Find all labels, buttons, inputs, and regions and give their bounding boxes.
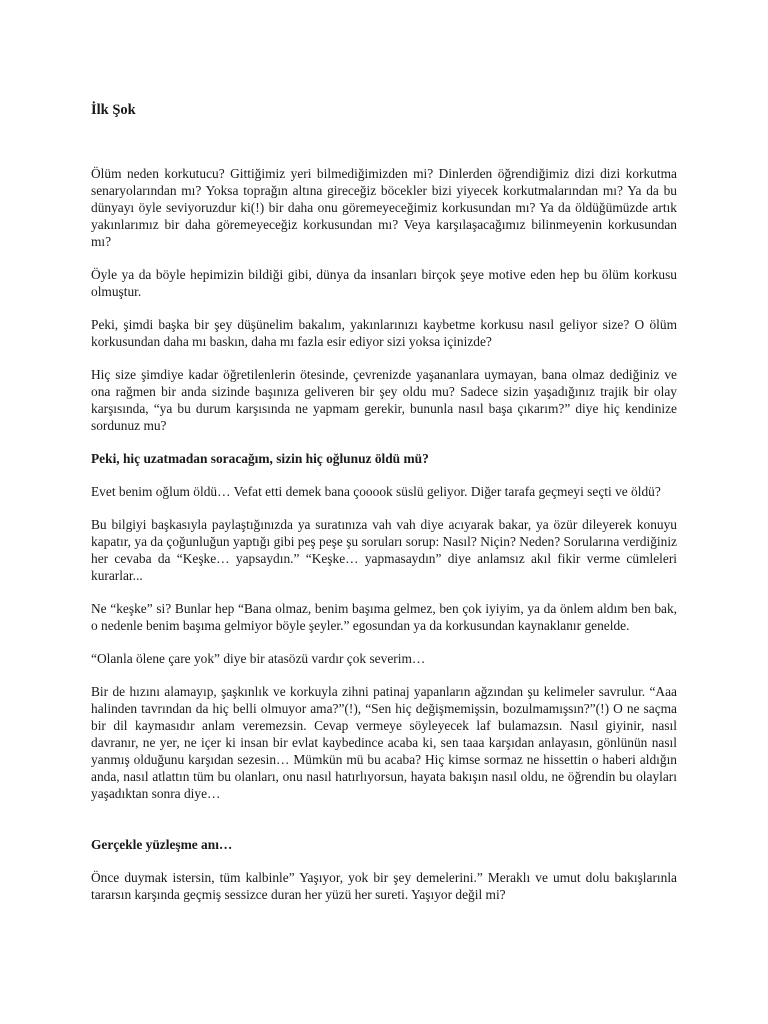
paragraph: Peki, şimdi başka bir şey düşünelim bakalım, yakınlarınızı kaybetme korkusu nasıl geliyor size? O ölüm korkusundan daha mı baskın, daha mı fazla esir ediyor sizi yoksa içinizde? (91, 317, 677, 349)
paragraph: Hiç size şimdiye kadar öğretilenlerin ötesinde, çevrenizde yaşananlara uymayan, bana olmaz dediğiniz ve ona rağmen bir anda sizinde başınıza geliveren bir şey oldu mu? Sadece sizin yaşadığınız trajik bir olay karşısında, “ya bu durum karşısında ne yapmam gerekir, bununla nasıl başa çıkarım?” diye hiç kendinize sordunuz mu? (91, 367, 677, 433)
paragraph: Bir de hızını alamayıp, şaşkınlık ve korkuyla zihni patinaj yapanların ağzından şu kelimeler savrulur. “Aaa halinden tavrından da hiç belli olmuyor ama?”(!), “Sen hiç değişmemişsin, bozulmamışsın?”(!) O ne saçma bir dil kaymasıdır anlam veremezsin. Cevap vermeye söyleyecek laf bulamazsın. Nasıl giyinir, nasıl davranır, ne yer, ne içer ki insan bir evlat kaybedince acaba ki, sen taaa karşıdan anlayasın, gönlünün nasıl yanmış olduğunu karşıdan sezesin… Mümkün mü bu acaba? Hiç kimse sormaz ne hissettin o haberi aldığın anda, nasıl atlattın tüm bu olanları, onu nasıl hatırlıyorsun, hayata bakışın nasıl oldu, ne öğrendin bu olayları yaşadıktan sonra diye… (91, 684, 677, 801)
section-heading: Gerçekle yüzleşme anı… (91, 837, 233, 852)
paragraph: Öyle ya da böyle hepimizin bildiği gibi, dünya da insanları birçok şeye motive eden hep bu ölüm korkusu olmuştur. (91, 267, 677, 299)
paragraph: “Olanla ölene çare yok” diye bir atasözü vardır çok severim… (91, 651, 426, 666)
paragraph: Evet benim oğlum öldü… Vefat etti demek bana çooook süslü geliyor. Diğer tarafa geçmeyi seçti ve öldü? (91, 484, 661, 499)
bold-question: Peki, hiç uzatmadan soracağım, sizin hiç oğlunuz öldü mü? (91, 451, 429, 466)
paragraph: Ne “keşke” si? Bunlar hep “Bana olmaz, benim başıma gelmez, ben çok iyiyim, ya da önlem aldım ben bak, o nedenle benim başıma gelmiyor böyle şeyler.” egosundan ya da korkusundan kaynaklanır genelde. (91, 601, 677, 633)
document-body (91, 165, 677, 919)
paragraph: Önce duymak istersin, tüm kalbinle” Yaşıyor, yok bir şey demelerini.” Meraklı ve umut dolu bakışlarınla tararsın karşında geçmiş sessizce duran her yüzü her sureti. Yaşıyor değil mi? (91, 870, 677, 902)
document-title: İlk Şok (91, 102, 136, 118)
paragraph: Ölüm neden korkutucu? Gittiğimiz yeri bilmediğimizden mi? Dinlerden öğrendiğimiz dizi dizi korkutma senaryolarından mı? Yoksa toprağın altına gireceğiz böcekler bizi yiyecek korkutmalarından mı? Ya da bu dünyayı öyle seviyoruzdur ki(!) bir daha onu göremeyeceğimiz korkusundan mı? Ya da öldüğümüzde artık yakınlarımız bir daha göremeyeceğiz korkusundan mı? Veya karşılaşacağımız bilinmeyenin korkusundan mı? (91, 166, 677, 249)
paragraph: Bu bilgiyi başkasıyla paylaştığınızda ya suratınıza vah vah diye acıyarak bakar, ya özür dileyerek konuyu kapatır, ya da çoğunluğun yaptığı gibi peş peşe şu soruları sorup: Nasıl? Niçin? Neden? Sorularına verdiğiniz her cevaba da “Keşke… yapsaydın.” “Keşke… yapmasaydın” diye anlamsız akıl fikir verme cümleleri kurarlar... (91, 517, 677, 583)
